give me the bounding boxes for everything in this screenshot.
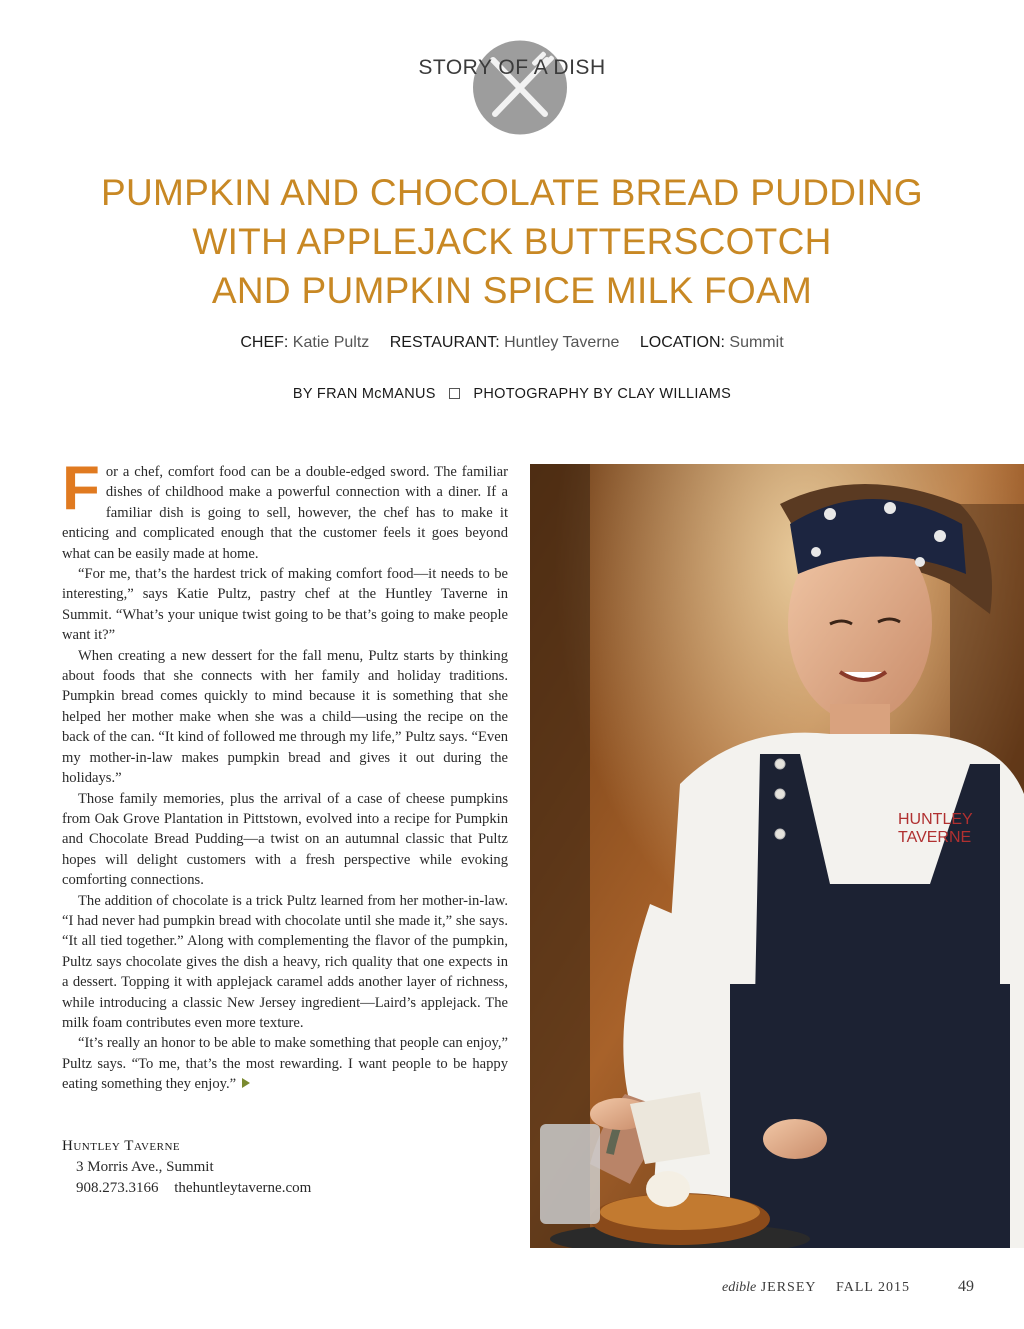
article-paragraph: “It’s really an honor to be able to make something that people can enjoy,” Pultz says. “To me, that’s the most rewarding. I want people to be happy eating something they enjoy.”	[62, 1035, 508, 1093]
magazine-name: edible JERSEY	[722, 1280, 817, 1295]
svg-text:TAVERNE: TAVERNE	[898, 829, 972, 846]
article-paragraph: Those family memories, plus the arrival of a case of cheese pumpkins from Oak Grove Plantation in Pittstown, evolved into a recipe for Pumpkin and Chocolate Bread Pudding—a twist on an autumnal classic that Pultz hopes will delight customers with a fresh perspective while evoking comforting connections.	[62, 790, 508, 889]
byline	[0, 386, 1024, 402]
location-name: Summit	[729, 334, 784, 351]
article-paragraph: For a chef, comfort food can be a double-edged sword. The familiar dishes of childhood make a powerful connection with a diner. If a familiar dish is going to sell, however, the chef has to make it enticing and complicated enough that the customer feels it goes beyond what can be easily made at home.	[62, 454, 508, 562]
location-label: LOCATION:	[639, 334, 725, 351]
page-number: 49	[958, 1278, 974, 1295]
article-paragraph: The addition of chocolate is a trick Pultz learned from her mother-in-law. “I had never had pumpkin bread with chocolate until she made it,” she says. “It all tied together.” Along with complementing the flavor of the pumpkin, Pultz says chocolate gives the dish a heavy, rich quality that one expects in a dessert. Topping it with applejack caramel adds another layer of richness, while introducing a classic New Jersey ingredient—Laird’s applejack. The milk foam contributes even more texture.	[62, 892, 508, 1031]
section-label: STORY OF A DISH	[418, 56, 606, 79]
phone-number: 908.273.3166	[76, 1180, 159, 1196]
issue-label: FALL 2015	[836, 1280, 910, 1295]
contact-line	[62, 1178, 311, 1199]
article-title	[40, 168, 984, 315]
article-paragraph: “For me, that’s the hardest trick of making comfort food—it needs to be interesting,” says Katie Pultz, pastry chef at the Huntley Taverne in Summit. “What’s your unique twist going to be that’s going to make people want it?”	[62, 566, 508, 644]
photo-credit: PHOTOGRAPHY BY CLAY WILLIAMS	[473, 386, 732, 402]
street-address: 3 Morris Ave., Summit	[76, 1159, 214, 1175]
svg-text:HUNTLEY: HUNTLEY	[898, 811, 973, 828]
author-credit: BY FRAN McMANUS	[292, 386, 436, 402]
restaurant-name: Huntley Taverne	[504, 334, 620, 351]
title-line: AND PUMPKIN SPICE MILK FOAM	[211, 270, 813, 311]
article-body	[62, 454, 508, 1095]
article-paragraph: When creating a new dessert for the fall menu, Pultz starts by thinking about foods that she connects with her family and holiday traditions. Pumpkin bread comes quickly to mind because it is something that she helped her mother make when she was a child—using the recipe on the back of the can. “It kind of followed me through my life,” Pultz says. “Even my mother-in-law makes pumpkin bread and gives it out during the holidays.”	[62, 647, 508, 787]
title-line: WITH APPLEJACK BUTTERSCOTCH	[192, 221, 832, 262]
triangle-end-mark-icon	[242, 1078, 250, 1088]
restaurant-label: RESTAURANT:	[389, 334, 500, 351]
recipe-credits	[0, 334, 1024, 352]
restaurant-name-heading: Huntley Taverne	[62, 1138, 181, 1154]
fork-knife-emblem-icon	[471, 40, 569, 135]
chef-label: CHEF:	[240, 334, 289, 351]
restaurant-address	[62, 1136, 311, 1199]
drop-cap: F	[62, 454, 100, 523]
website-link[interactable]: thehuntleytaverne.com	[174, 1180, 312, 1196]
chef-name: Katie Pultz	[292, 334, 370, 351]
square-separator-icon	[449, 388, 460, 399]
chef-photo	[530, 464, 1024, 1248]
title-line: PUMPKIN AND CHOCOLATE BREAD PUDDING	[101, 172, 923, 213]
